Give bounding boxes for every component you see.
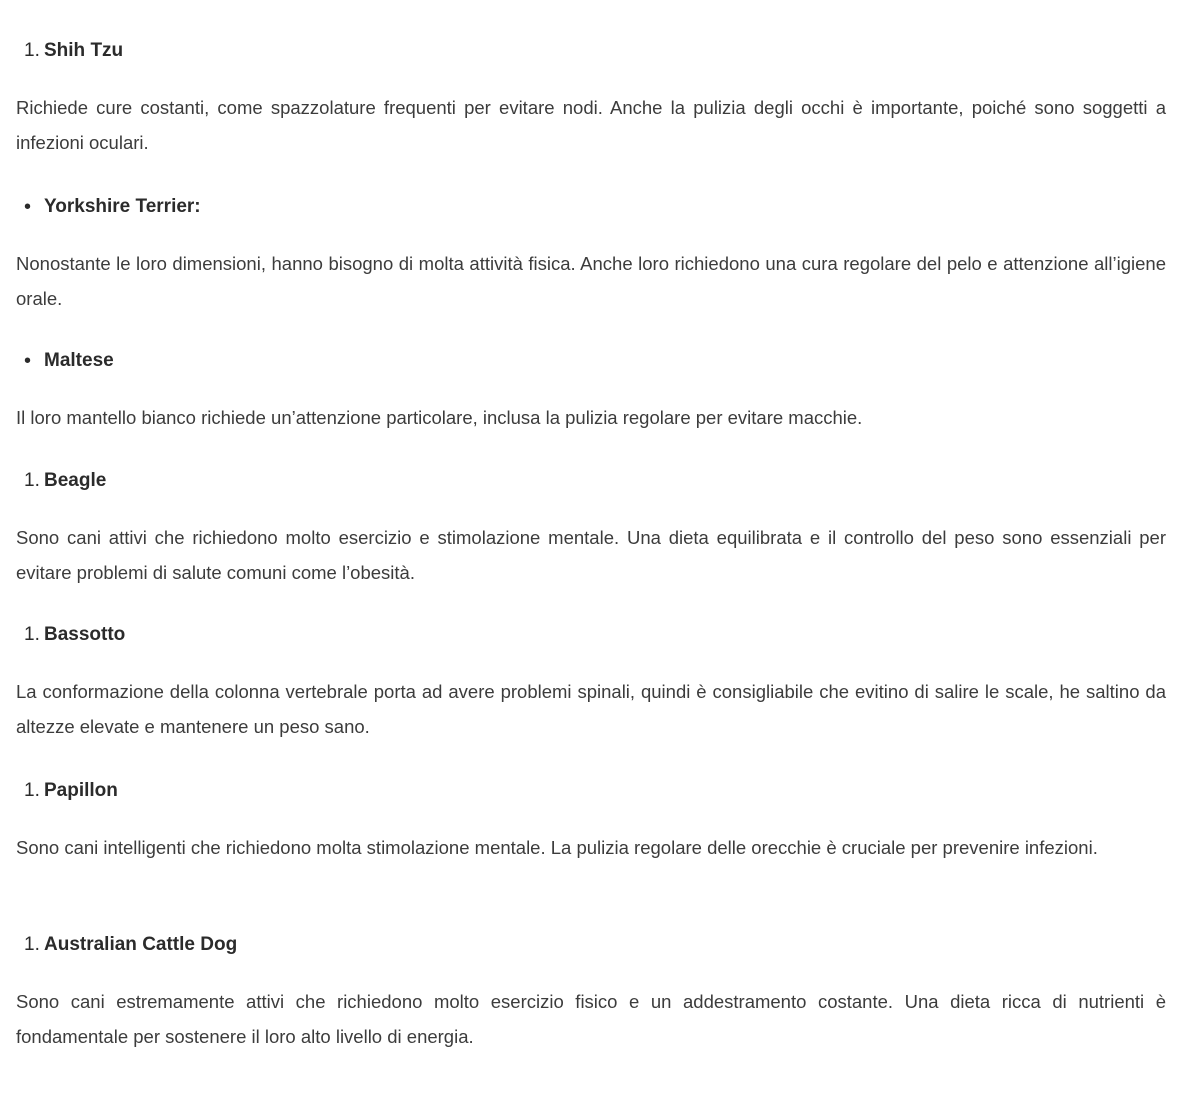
section-bassotto [16, 621, 1166, 744]
breed-title: Yorkshire Terrier: [44, 196, 201, 217]
section-beagle [16, 467, 1166, 590]
section-heading [16, 37, 1166, 65]
bullet-marker: • [24, 350, 32, 372]
breed-title: Australian Cattle Dog [44, 934, 238, 955]
list-number: 1. [24, 40, 40, 61]
section-heading [16, 931, 1166, 959]
section-heading [16, 777, 1166, 805]
section-heading [16, 621, 1166, 649]
breed-title: Beagle [44, 470, 107, 491]
section-paragraph: Richiede cure costanti, come spazzolature frequenti per evitare nodi. Anche la pulizia degli occhi è importante, poiché sono soggetti a infezioni oculari. [16, 97, 1166, 153]
list-number: 1. [24, 624, 40, 645]
section-paragraph: Nonostante le loro dimensioni, hanno bisogno di molta attività fisica. Anche loro richiedono una cura regolare del pelo e attenzione all’igiene orale. [16, 253, 1166, 309]
list-number: 1. [24, 470, 40, 491]
list-number: 1. [24, 934, 40, 955]
section-shih-tzu [16, 37, 1166, 160]
bullet-marker: • [24, 196, 32, 218]
section-paragraph: La conformazione della colonna vertebrale porta ad avere problemi spinali, quindi è consigliabile che evitino di salire le scale, he saltino da altezze elevate e mantenere un peso sano. [16, 681, 1166, 737]
section-maltese [16, 347, 1166, 435]
section-paragraph: Il loro mantello bianco richiede un’attenzione particolare, inclusa la pulizia regolare per evitare macchie. [16, 407, 863, 428]
breed-title: Shih Tzu [44, 40, 124, 61]
section-heading [16, 467, 1166, 495]
breed-title: Bassotto [44, 624, 126, 645]
section-australian-cattle-dog [16, 931, 1166, 1054]
section-paragraph: Sono cani intelligenti che richiedono molta stimolazione mentale. La pulizia regolare delle orecchie è cruciale per prevenire infezioni. [16, 837, 1098, 858]
section-papillon [16, 777, 1166, 865]
section-paragraph: Sono cani attivi che richiedono molto esercizio e stimolazione mentale. Una dieta equilibrata e il controllo del peso sono essenziali per evitare problemi di salute comuni come l’obesità. [16, 527, 1166, 583]
section-yorkshire-terrier [16, 193, 1166, 316]
list-number: 1. [24, 780, 40, 801]
section-paragraph: Sono cani estremamente attivi che richiedono molto esercizio fisico e un addestramento costante. Una dieta ricca di nutrienti è fondamentale per sostenere il loro alto livello di energia. [16, 991, 1166, 1047]
section-heading [16, 347, 1166, 375]
breed-title: Maltese [44, 350, 114, 371]
breed-title: Papillon [44, 780, 118, 801]
section-heading [16, 193, 1166, 221]
